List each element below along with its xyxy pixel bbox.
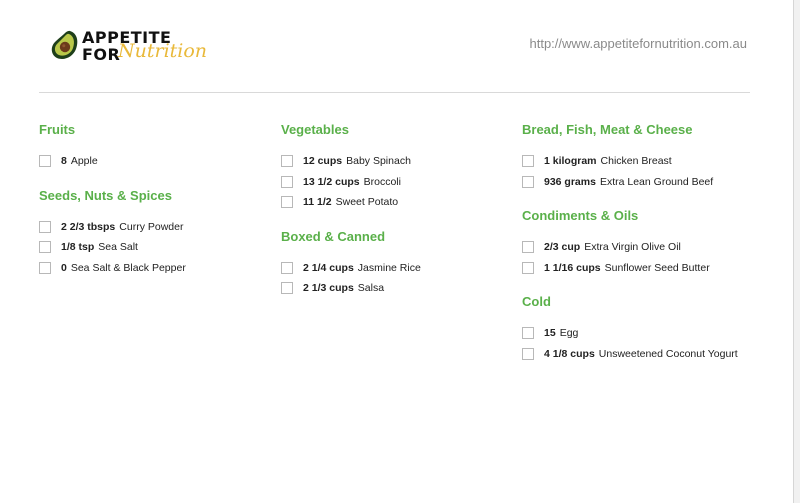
grocery-item [281, 192, 516, 213]
category-title: Seeds, Nuts & Spices [39, 187, 172, 203]
item-quantity: 2/3 cup [544, 241, 581, 254]
item-checkbox[interactable] [522, 176, 534, 188]
item-checkbox[interactable] [522, 241, 534, 253]
logo-word-for: FOR [82, 45, 121, 64]
grocery-item [39, 151, 274, 172]
item-name: Extra Lean Ground Beef [599, 175, 714, 188]
category-title: Condiments & Oils [522, 208, 639, 223]
item-quantity: 13 1/2 cups [303, 175, 360, 188]
item-checkbox[interactable] [39, 155, 51, 167]
category-title: Boxed & Canned [281, 228, 386, 244]
item-quantity: 2 1/4 cups [303, 261, 354, 274]
grocery-item [39, 237, 274, 258]
item-checkbox[interactable] [39, 262, 51, 274]
item-name: Sea Salt & Black Pepper [70, 261, 186, 274]
item-name: Jasmine Rice [357, 261, 421, 274]
category-section [522, 208, 757, 278]
category-section [39, 188, 274, 279]
item-name: Baby Spinach [346, 155, 411, 168]
category-title: Fruits [39, 122, 76, 137]
item-quantity: 4 1/8 cups [544, 347, 595, 360]
item-quantity: 0 [61, 261, 67, 274]
grocery-item [281, 151, 516, 172]
item-quantity: 8 [61, 155, 67, 168]
item-quantity: 1 1/16 cups [544, 261, 601, 274]
grocery-item [522, 237, 757, 258]
item-quantity: 1/8 tsp [61, 241, 95, 254]
logo-word-appetite: APPETITE [82, 28, 172, 47]
category-section [281, 122, 516, 213]
item-checkbox[interactable] [522, 155, 534, 167]
item-checkbox[interactable] [281, 176, 293, 188]
item-name: Egg [559, 327, 579, 340]
list-column-2 [281, 122, 516, 299]
item-checkbox[interactable] [281, 262, 293, 274]
category-title: Vegetables [281, 122, 349, 137]
list-column-1 [39, 122, 274, 278]
item-quantity: 2 2/3 tbsps [61, 220, 116, 233]
logo-word-nutrition: Nutrition [118, 40, 208, 62]
grocery-item [281, 172, 516, 193]
avocado-icon [50, 30, 80, 62]
item-quantity: 12 cups [303, 155, 343, 168]
grocery-item [522, 258, 757, 279]
grocery-item [39, 217, 274, 238]
item-quantity: 2 1/3 cups [303, 282, 354, 295]
item-checkbox[interactable] [522, 348, 534, 360]
item-checkbox[interactable] [281, 282, 293, 294]
grocery-item [522, 323, 757, 344]
grocery-item [522, 344, 757, 365]
item-checkbox[interactable] [39, 241, 51, 253]
item-checkbox[interactable] [39, 221, 51, 233]
item-quantity: 936 grams [544, 175, 596, 188]
item-name: Curry Powder [119, 220, 184, 233]
item-name: Apple [70, 155, 98, 168]
brand-logo [50, 28, 208, 68]
item-checkbox[interactable] [281, 155, 293, 167]
item-name: Extra Virgin Olive Oil [584, 241, 681, 254]
item-checkbox[interactable] [281, 196, 293, 208]
grocery-item [522, 172, 757, 193]
website-url[interactable]: http://www.appetitefornutrition.com.au [529, 36, 747, 51]
item-name: Chicken Breast [600, 155, 672, 168]
category-title: Bread, Fish, Meat & Cheese [522, 122, 693, 137]
item-quantity: 15 [544, 327, 556, 340]
grocery-item [281, 278, 516, 299]
item-checkbox[interactable] [522, 262, 534, 274]
category-section [39, 122, 274, 172]
grocery-item [281, 258, 516, 279]
item-quantity: 1 kilogram [544, 155, 597, 168]
item-name: Sea Salt [98, 241, 138, 254]
grocery-item [522, 151, 757, 172]
category-section [281, 229, 516, 299]
category-title: Cold [522, 294, 551, 309]
item-name: Salsa [357, 282, 385, 295]
item-name: Broccoli [363, 175, 401, 188]
category-section [522, 122, 757, 192]
item-name: Sweet Potato [335, 196, 399, 209]
grocery-item [39, 258, 274, 279]
item-name: Sunflower Seed Butter [604, 261, 710, 274]
item-checkbox[interactable] [522, 327, 534, 339]
item-quantity: 11 1/2 [303, 196, 332, 209]
category-section [522, 294, 757, 364]
viewer-background [794, 0, 800, 503]
list-column-3 [522, 122, 757, 364]
item-name: Unsweetened Coconut Yogurt [598, 347, 738, 360]
header-divider [39, 92, 750, 93]
